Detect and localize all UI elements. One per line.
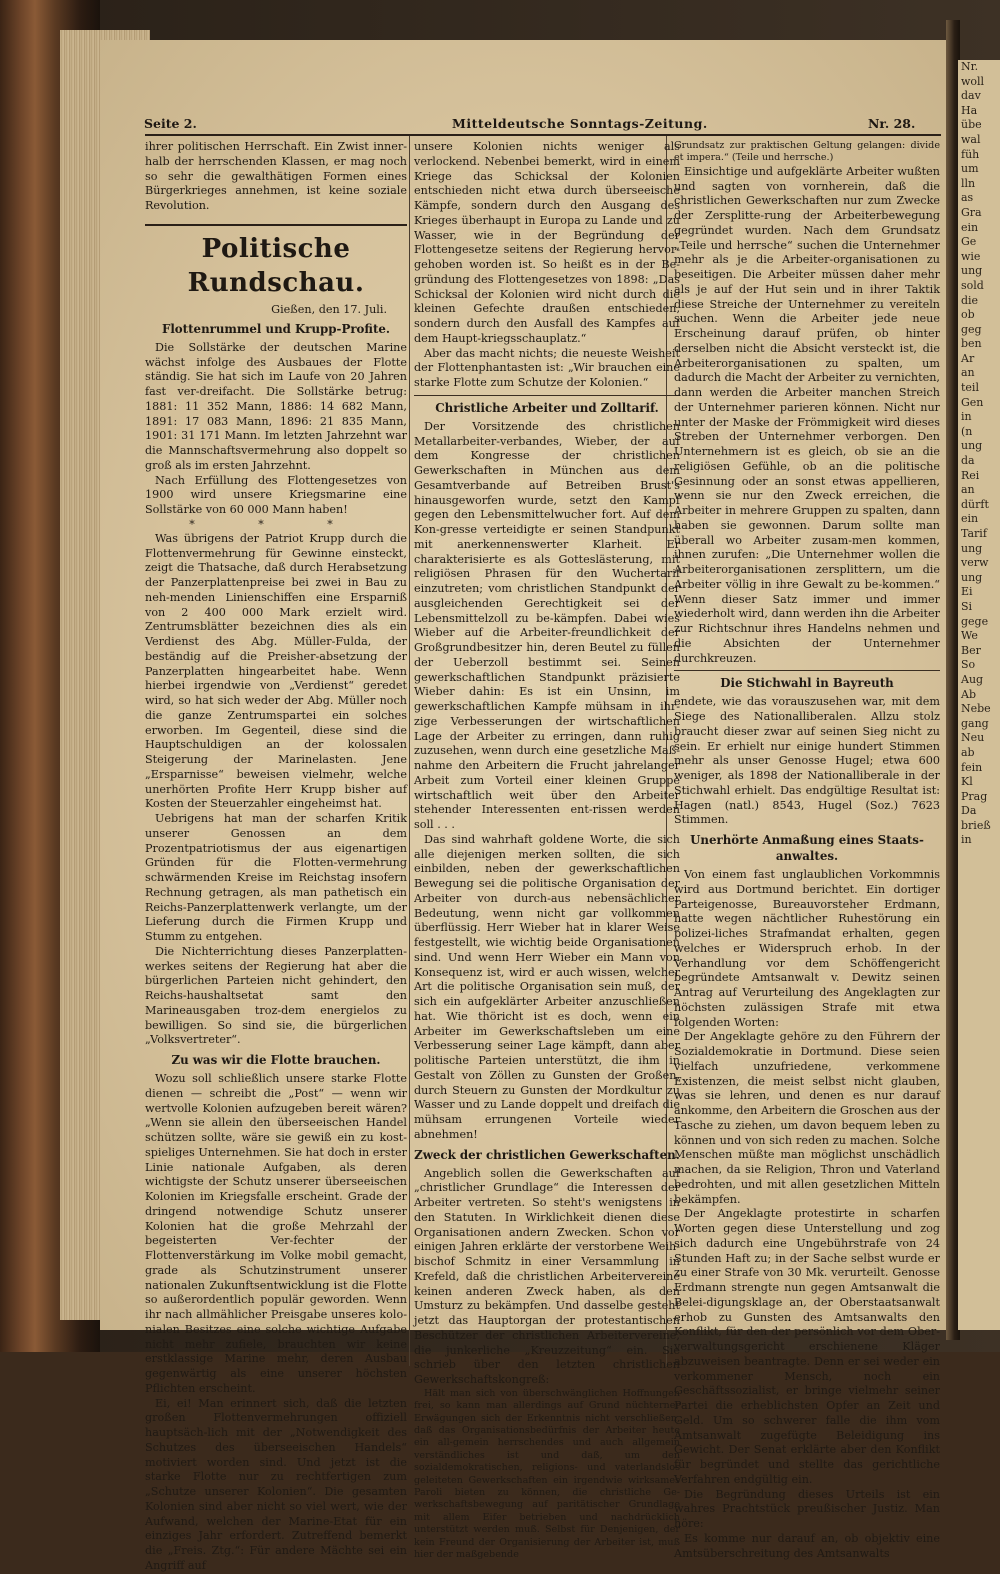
facing-page-line: ung — [961, 439, 983, 453]
facing-page-line: an — [961, 366, 975, 380]
article-heading: Die Stichwahl in Bayreuth — [720, 676, 894, 691]
facing-page-line: Nebe — [961, 702, 991, 716]
facing-page-line: ein — [961, 220, 979, 234]
facing-page-line: Da — [961, 804, 977, 818]
paragraph: Das sind wahrhaft goldene Worte, die sich alle diejenigen merken sollten, die sich einbilden, neben der gewerkschaftlichen Bewegung sei die politische Organisation der Arbeiter von durch-aus nebensächlicher Bedeutung, wenn nicht gar vollkommen überflüssig. Herr Wieber hat in klarer Weise festgestellt, wie wichtig beide Organisationen sind. Und wenn Herr Wieber ein Mann von Konsequenz ist, wird er auch wissen, welcher Art die politische Organisation sein muß, der sich ein aufgeklärter Arbeiter anzuschließen hat. Wie thöricht ist es doch, wenn ein Arbeiter im Gewerkschaftsleben um eine Verbesserung seiner Lage kämpft, dann aber politische Parteien unterstützt, die ihm in Gestalt von Zöllen zu Gunsten der Großen, durch Steuern zu Gunsten der Mordkultur zu Wasser und zu Lande doppelt und dreifach die mühsam errungenen Vorteile wieder abnehmen! — [414, 832, 680, 1141]
facing-page-line: Kl — [961, 775, 973, 789]
quote-block — [674, 140, 940, 165]
facing-page-line: ab — [961, 745, 975, 759]
newspaper-page — [100, 40, 946, 1572]
paragraph: Der Angeklagte gehöre zu den Führern der Sozialdemokratie in Dortmund. Diese seien vielfach unzufriedene, verkommene Existenzen, die meist selbst nicht glauben, was sie lehren, und denen es nur darauf ankomme, den Arbeitern die Groschen aus der Tasche zu ziehen, um davon bequem leben zu können und von sich reden zu machen. Solche Menschen müßte man möglichst unschädlich machen, da sie Religion, Thron und Vaterland bedrohten, und mit allen gesetzlichen Mitteln bekämpfen. — [674, 1030, 940, 1206]
facing-page-line: ben — [961, 337, 982, 351]
issue-number: Nr. 28. — [868, 116, 916, 131]
paragraph: Uebrigens hat man der scharfen Kritik unserer Genossen an dem Prozentpatriotismus der aus eigenartigen Gründen für die Flotten-vermehrung schwärmenden Kreise im Reichstag insofern Rechnung getragen, als man pathetisch ein Reichs-Panzerplattenwerk verlangte, um der Lieferung durch die Firmen Krupp und Stumm zu entgehen. — [145, 812, 407, 943]
facing-page-line: übe — [961, 118, 982, 132]
paragraph: endete, wie das vorauszusehen war, mit dem Siege des Nationalliberalen. Allzu stolz braucht dieser zwar auf seinen Sieg nicht zu sein. Er erhielt nur einige hundert Stimmen mehr als unser Genosse Hugel; etwa 600 weniger, als 1898 der Nationalliberale in der Stichwahl erhielt. Das endgültige Resultat ist: Hagen (natl.) 8543, Hugel (Soz.) 7623 Stimmen. — [674, 695, 940, 827]
facing-page-line: ung — [961, 541, 983, 555]
facing-page-line: um — [961, 162, 979, 176]
facing-page-line: teil — [961, 381, 979, 395]
facing-page-line: ung — [961, 264, 983, 278]
facing-page-line: Gen — [961, 395, 984, 409]
column-divider — [409, 136, 410, 1366]
article-heading: Zweck der christlichen Gewerkschaften. — [414, 1147, 680, 1162]
paragraph: Der Angeklagte protestirte in scharfen Worten gegen diese Unterstellung und zog sich dadurch eine Ungebührstrafe von 24 Stunden Haft zu; in der Sache selbst wurde er zu einer Strafe von 30 Mk. verurteilt. Genosse Erdmann strengte nun gegen Amtsanwalt die Belei-digungsklage an, der Oberstaatsanwalt erhob zu Gunsten des Amtsanwalts den Konflikt, für den der persönlich vor dem Ober-verwaltungsgericht erschienene Kläger abzuweisen beantragte. Denn er sei weder ein verkommener Mensch, noch ein Geschäftssozialist, er bringe vielmehr seiner Partei die erheblichsten Opfer an Zeit und Geld. Um so schwerer falle die ihm vom Amtsanwalt zugefügte Beleidigung ins Gewicht. Der Senat erklärte aber den Konflikt für begründet und stellte das gerichtliche Verfahren endgültig ein. — [674, 1207, 940, 1486]
header-rule — [145, 134, 941, 136]
facing-page-line: as — [961, 191, 974, 205]
facing-page-line: gang — [961, 716, 989, 730]
facing-page-line: geg — [961, 322, 982, 336]
facing-page-line: gege — [961, 614, 989, 628]
facing-page-line: Neu — [961, 731, 985, 745]
page-header — [100, 116, 946, 134]
facing-page-line: Ar — [961, 351, 975, 365]
facing-page-line: Gra — [961, 205, 982, 219]
facing-page-line: Ha — [961, 103, 978, 117]
facing-page-line: Ab — [961, 687, 976, 701]
paragraph: ihrer politischen Herrschaft. Ein Zwist inner-halb der herrschenden Klassen, er mag noch so sehr die gewalthätigen Formen eines Bürgerkrieges annehmen, ist keine soziale Revolution. — [145, 140, 407, 212]
paragraph: unsere Kolonien nichts weniger als verlockend. Nebenbei bemerkt, wird in einem Kriege das Schicksal der Kolonien entschieden nicht etwa durch überseeische Kämpfe, sondern durch den Ausgang des Krieges überhaupt in Europa zu Lande und zu Wasser, wie in der Begründung der Flottengesetze seitens der Regierung hervor-gehoben worden ist. So heißt es in der Be-gründung des Flottengesetzes von 1898: „Das Schicksal der Kolonien wird nicht durch die kleinen Gefechte draußen entschieden, sondern durch den Ausfall des Kampfes auf dem Haupt-kriegsschauplatz.“ — [414, 140, 680, 345]
facing-page-line: die — [961, 293, 979, 307]
facing-page-line: ein — [961, 512, 979, 526]
facing-page-line: Nr. — [961, 60, 979, 73]
facing-page-line: wie — [961, 249, 981, 263]
facing-page-line: dürft — [961, 497, 989, 511]
facing-page-line: Tarif — [961, 527, 987, 540]
facing-page-line: in — [961, 833, 972, 847]
facing-page-line: füh — [961, 147, 980, 161]
article-heading: Unerhörte Anmaßung eines Staats-anwaltes. — [690, 833, 924, 864]
divider — [414, 395, 680, 396]
quoted-paragraph: Hält man sich von überschwänglichen Hoffnungen frei, so kann man allerdings auf Grund nüchterner Erwägungen sich der Erkenntnis nicht verschließen, daß das Organisationsbedürfnis der Arbeiter heute ein all-gemein herrschendes und auch allgemein verständliches ist und daß, um den sozialdemokratischen, religions- und vaterlandslos geleiteten Gewerkschaften ein irgendwie wirksames Paroli bieten zu können, die christliche Ge-werkschaftsbewegung auf paritätischer Grundlage mit allem Eifer betrieben und nachdrücklich unterstützt werden muß. Selbst für Denjenigen, der kein Freund der Organisierung der Arbeiter ist, muß hier der maßgebende — [414, 1387, 680, 1561]
paragraph: Angeblich sollen die Gewerkschaften auf „christlicher Grundlage“ die Interessen der Arbeiter vertreten. So steht's wenigstens in den Statuten. In Wirklichkeit dienen diese Organisationen andern Zwecken. Schon vor einigen Jahren erklärte der verstorbene Weih-bischof Schmitz in einer Versammlung in Krefeld, daß die christlichen Arbeitervereine keinen anderen Zweck haben, als den Umsturz zu bekämpfen. Und dasselbe gesteht jetzt das Hauptorgan der protestantischen Beschützer der christlichen Arbeitervereine, die junkerliche „Kreuzzeitung“ ein. Sie schrieb über den letzten christlichen Gewerkschaftskongreß: — [414, 1166, 680, 1386]
column-1 — [145, 140, 407, 1574]
facing-page-line: woll — [961, 74, 985, 88]
facing-page-line: in — [961, 410, 972, 424]
newspaper-title: Mitteldeutsche Sonntags-Zeitung. — [452, 116, 708, 131]
section-separator: * * * — [189, 517, 363, 531]
facing-page-line: Ber — [961, 643, 981, 657]
paragraph: Was übrigens der Patriot Krupp durch die Flottenvermehrung für Gewinne einsteckt, zeigt die Thatsache, daß durch Herabsetzung der Panzerplattenpreise bei zwei in Bau zu neh-menden Linienschiffen eine Ersparniß von 2 400 000 Mark erzielt wird. Zentrumsblätter bezeichnen dies als ein Verdienst des Abg. Müller-Fulda, der beständig auf die Preisher-absetzung der Panzerplatten hingearbeitet habe. Wenn hierbei irgendwie von „Verdienst“ geredet wird, so hat sich weder der Abg. Müller noch die ganze Zentrumspartei ein solches erworben. Im Gegenteil, diese sind die Hauptschuldigen an der kolossalen Steigerung der Marinelasten. Jene „Ersparnisse“ beweisen vielmehr, welche unerhörten Profite Herr Krupp bisher auf Kosten der Steuerzahler eingeheimst hat. — [145, 531, 407, 811]
facing-page-line: fein — [961, 760, 983, 774]
paragraph: Die Sollstärke der deutschen Marine wächst infolge des Ausbaues der Flotte ständig. Sie hat sich im Laufe von 20 Jahren fast ver-dreifacht. Die Sollstärke betrug: 1881: 11 352 Mann, 1886: 14 682 Mann, 1891: 17 083 Mann, 1896: 21 835 Mann, 1901: 31 171 Mann. Im letzten Jahrzehnt war die Mannschaftsvermehrung also doppelt so groß als im ersten Jahrzehnt. — [145, 340, 407, 472]
quoted-paragraph: Grundsatz zur praktischen Geltung gelangen: divide et impera.“ (Teile und herrsche.) — [674, 140, 940, 164]
facing-page-line: verw — [961, 556, 989, 570]
facing-page-line: Ge — [961, 235, 977, 249]
facing-page-line: wal — [961, 132, 981, 146]
paragraph: Einsichtige und aufgeklärte Arbeiter wußten und sagten von vornherein, daß die christlichen Gewerkschaften nur zum Zwecke der Zersplitte-rung der Arbeiterbewegung gegründet wurden. Nach dem Grundsatz „Teile und herrsche“ suchen die Unternehmer mehr als je die Arbeiter-organisationen zu beseitigen. Die Arbeiter müssen daher mehr als je auf der Hut sein und in ihrer Taktik diese Streiche der Unternehmer zu vereiteln suchen. Wenn die Arbeiter jede neue Erscheinung darauf prüfen, ob hinter derselben nicht die Absicht versteckt ist, die Arbeiterorganisationen zu spalten, um dadurch die Macht der Arbeiter zu vernichten, dann werden die Arbeiter manchen Streich der Unternehmer parieren können. Nicht nur unter der Maske der Frömmigkeit wird dieses Streben der Unternehmer verborgen. Den Unternehmern ist es gleich, ob sie an die religiösen Gefühle, ob an die politische Gesinnung oder an sonst etwas appellieren, wenn sie nur den Zweck erreichen, die Arbeiter in mehrere Gruppen zu spalten, dann haben sie gewonnen. Darum sollte man überall wo Arbeiter zusam-men kommen, ihnen zurufen: „Die Unternehmer wollen die Arbeiterorganisationen zersplittern, um die Arbeiter völlig in ihre Gewalt zu be-kommen.“ Wenn dieser Satz immer und immer wiederholt wird, dann werden ihn die Arbeiter zur Richtschnur ihres Handelns nehmen und die Absichten der Unternehmer durchkreuzen. — [674, 164, 940, 665]
facing-page-line: ung — [961, 570, 983, 584]
facing-page-line: Rei — [961, 468, 980, 482]
paragraph: Ei, ei! Man erinnert sich, daß die letzten großen Flottenvermehrungen offiziell hauptsäch-lich mit der „Notwendigkeit des Schutzes des überseeischen Handels“ motiviert worden sind. Und jetzt ist die starke Flotte nur zu rechtfertigen zum „Schutze unserer Kolonien“. Die gesamten Kolonien sind aber nicht so viel wert, wie der Aufwand, welchen der Marine-Etat für ein einziges Jahr erfordert. Zutreffend bemerkt die „Freis. Ztg.“: Für andere Mächte sei ein Angriff auf — [145, 1396, 407, 1572]
dateline: Gießen, den 17. Juli. — [271, 302, 387, 316]
column-2 — [414, 140, 680, 1561]
page-number: Seite 2. — [144, 116, 197, 131]
facing-page-edge — [958, 60, 1000, 1330]
facing-page-line: Aug — [961, 672, 984, 686]
facing-page-line: dav — [961, 89, 981, 103]
facing-page-line: Si — [961, 599, 973, 613]
facing-page-line: brieß — [961, 818, 991, 832]
article-heading: Zu was wir die Flotte brauchen. — [171, 1053, 381, 1067]
facing-page-line: ob — [961, 308, 975, 322]
column-3 — [674, 140, 940, 1561]
paragraph: Es komme nur darauf an, ob objektiv eine Amtsüberschreitung des Amtsanwalts — [674, 1531, 940, 1560]
paragraph: Der Vorsitzende des christlichen Metallarbeiter-verbandes, Wieber, der auf dem Kongresse der christlichen Gewerkschaften in München aus dem Gesamtverbande auf Betreiben Brust's hinausgeworfen wurde, setzt den Kampf gegen den Lebensmittelwucher fort. Auf dem Kon-gresse verteidigte er seinen Standpunkt mit anerkennenswerter Klarheit. Er charakterisierte es als Gotteslästerung, mit religiösen Phrasen für den Wuchertarif einzutreten; vom christlichen Standpunkt der ausgleichenden Gerechtigkeit sei der Lebensmittelzoll zu be-kämpfen. Dabei wies Wieber auf die Arbeiter-freundlichkeit der Großgrundbesitzer hin, deren Beutel zu füllen der Ueberzoll bestimmt sei. Seinen gewerkschaftlichen Standpunkt präzisierte Wieber dahin: Es ist ein Unsinn, im gewerkschaftlichen Kampfe mühsam in ihr-zige Verbesserungen der wirtschaftlichen Lage der Arbeiter zu erringen, dann ruhig zuzusehen, wenn durch eine gesetzliche Maß-nahme den Arbeitern die Frucht jahrelanger Arbeit zum Vorteil einer kleinen Gruppe wirtschaftlich weit über den Arbeiter stehender Interessenten ent-rissen werden soll . . . — [414, 419, 680, 831]
facing-page-line: Prag — [961, 789, 988, 803]
article-heading: Christliche Arbeiter und Zolltarif. — [435, 400, 659, 415]
facing-page-line: lln — [961, 176, 976, 190]
facing-page-line: da — [961, 454, 975, 468]
paragraph: Die Begründung dieses Urteils ist ein wahres Prachtstück preußischer Justiz. Man höre: — [674, 1487, 940, 1531]
facing-page-line: (n — [961, 424, 973, 438]
paragraph: Die Nichterrichtung dieses Panzerplatten-werkes seitens der Regierung hat aber die bürgerlichen Parteien nicht gehindert, den Reichs-haushaltsetat samt den Marineausgaben troz-dem energielos zu bewilligen. So sind sie, die bürgerlichen „Volksvertreter“. — [145, 944, 407, 1047]
paragraph: Wozu soll schließlich unsere starke Flotte dienen — schreibt die „Post“ — wenn wir wertvolle Kolonien aufzugeben bereit wären? „Wenn sie allein den überseeischen Handel schützen sollte, wäre sie gewiß ein zu kost-spieliges Unternehmen. Sie hat doch in erster Linie nationale Aufgaben, als deren wichtigste der Schutz unserer überseeischen Kolonien im Kriegsfalle erscheint. Grade der dringend notwendige Schutz unserer Kolonien hat die große Mehrzahl der begeisterten Ver-fechter der Flottenverstärkung im Volke mobil gemacht, grade als Schutzinstrument unserer nationalen Zukunftsentwicklung ist die Flotte so außerordentlich populär geworden. Wenn ihr nach allmählicher Preisgabe unseres kolo-nialen Besitzes eine solche wichtige Aufgabe nicht mehr zufiele, brauchten wir keine erstklassige Marine mehr, deren Ausbau gegenwärtig als eine unserer höchsten Pflichten erscheint. — [145, 1072, 407, 1395]
facing-page-line: So — [961, 658, 976, 672]
facing-page-line: an — [961, 483, 975, 497]
divider — [674, 670, 940, 671]
facing-page-line: Ei — [961, 585, 973, 599]
quote-block — [414, 1388, 680, 1562]
section-rubric: Politische Rundschau. — [145, 224, 407, 300]
paragraph: Von einem fast unglaublichen Vorkommnis wird aus Dortmund berichtet. Ein dortiger Parteigenosse, Bureauvorsteher Erdmann, hatte wegen nächtlicher Ruhestörung ein polizei-liches Strafmandat erhalten, gegen welches er Widerspruch erhob. In der Verhandlung vor dem Schöffengericht begründete Amtsanwalt v. Dewitz seinen Antrag auf Verurteilung des Angeklagten zur höchsten zulässigen Strafe mit etwa folgenden Worten: — [674, 868, 940, 1029]
article-heading: Flottenrummel und Krupp-Profite. — [161, 321, 391, 336]
facing-page-line: sold — [961, 278, 984, 292]
paragraph: Aber das macht nichts; die neueste Weisheit der Flottenphantasten ist: „Wir brauchen eine starke Flotte zum Schutze der Kolonien.“ — [414, 346, 680, 389]
facing-page-line: We — [961, 629, 978, 643]
paragraph: Nach Erfüllung des Flottengesetzes von 1900 wird unsere Kriegsmarine eine Sollstärke von 60 000 Mann haben! — [145, 473, 407, 516]
